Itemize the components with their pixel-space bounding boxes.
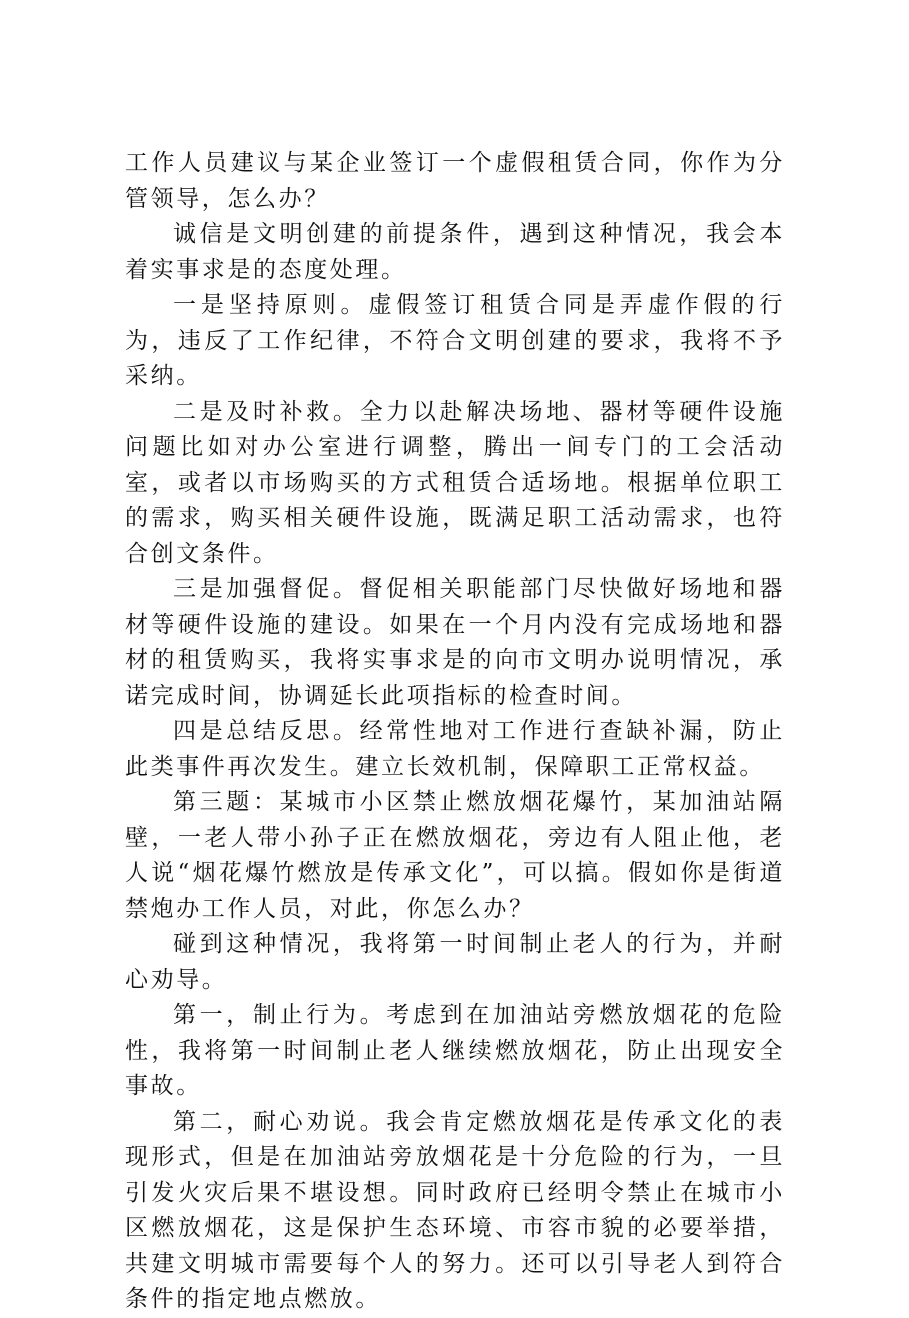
paragraph-answer-3-point-1: 第一，制止行为。考虑到在加油站旁燃放烟花的危险性，我将第一时间制止老人继续燃放烟花，防止出现安全事故。 [125, 1002, 785, 1099]
paragraph-answer-3-intro: 碰到这种情况，我将第一时间制止老人的行为，并耐心劝导。 [125, 931, 785, 993]
paragraph-answer-3-point-2: 第二，耐心劝说。我会肯定燃放烟花是传承文化的表现形式，但是在加油站旁放烟花是十分危险的行为，一旦引发火灾后果不堪设想。同时政府已经明令禁止在城市小区燃放烟花，这是保护生态环境、市容市貌的必要举措，共建文明城市需要每个人的努力。还可以引导老人到符合条件的指定地点燃放。 [125, 1108, 785, 1312]
paragraph-point-1: 一是坚持原则。虚假签订租赁合同是弄虚作假的行为，违反了工作纪律，不符合文明创建的要求，我将不予采纳。 [125, 292, 785, 389]
paragraph-question-lead: 工作人员建议与某企业签订一个虚假租赁合同，你作为分管领导，怎么办？ [125, 150, 785, 212]
paragraph-point-2: 二是及时补救。全力以赴解决场地、器材等硬件设施问题比如对办公室进行调整，腾出一间专门的工会活动室，或者以市场购买的方式租赁合适场地。根据单位职工的需求，购买相关硬件设施，既满足职工活动需求，也符合创文条件。 [125, 398, 785, 567]
paragraph-question-3: 第三题：某城市小区禁止燃放烟花爆竹，某加油站隔壁，一老人带小孙子正在燃放烟花，旁边有人阻止他，老人说“烟花爆竹燃放是传承文化”，可以搞。假如你是街道禁炮办工作人员，对此，你怎么办？ [125, 789, 785, 922]
paragraph-answer-intro: 诚信是文明创建的前提条件，遇到这种情况，我会本着实事求是的态度处理。 [125, 221, 785, 283]
paragraph-point-4: 四是总结反思。经常性地对工作进行查缺补漏，防止此类事件再次发生。建立长效机制，保障职工正常权益。 [125, 718, 785, 780]
document-body [125, 146, 785, 1318]
paragraph-point-3: 三是加强督促。督促相关职能部门尽快做好场地和器材等硬件设施的建设。如果在一个月内没有完成场地和器材的租赁购买，我将实事求是的向市文明办说明情况，承诺完成时间，协调延长此项指标的检查时间。 [125, 576, 785, 709]
